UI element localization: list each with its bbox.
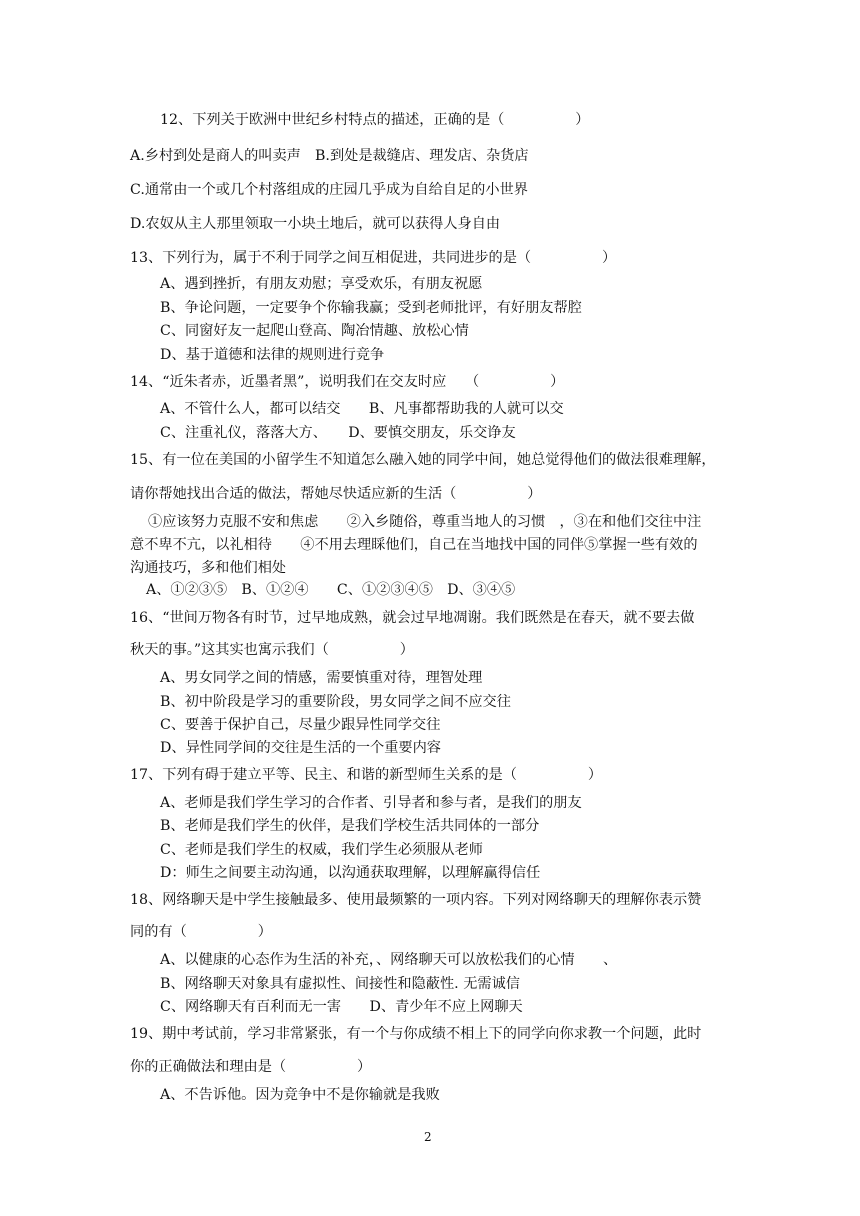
q16-option-c: C、要善于保护自己，尽量少跟异性同学交往 [160,717,441,733]
q12-option-d: D.农奴从主人那里领取一小块土地后，就可以获得人身自由 [130,216,501,232]
question-12: 12、下列关于欧洲中世纪乡村特点的描述，正确的是（ ） [160,112,590,128]
q18-option-a: A、以健康的心态作为生活的补充，、网络聊天可以放松我们的心情 、 [160,952,618,968]
q12-option-c: C.通常由一个或几个村落组成的庄园几乎成为自给自足的小世界 [130,182,528,198]
q17-option-d: D：师生之间要主动沟通，以沟通获取理解，以理解赢得信任 [160,865,541,881]
q13-option-b: B、争论问题，一定要争个你输我赢；受到老师批评，有好朋友帮腔 [160,300,582,316]
q16-option-d: D、异性同学间的交往是生活的一个重要内容 [160,740,441,756]
question-19-line-2: 你的正确做法和理由是（ ） [130,1059,372,1075]
question-15-line-1: 15、有一位在美国的小留学生不知道怎么融入她的同学中间，她总觉得他们的做法很难理解， [130,452,716,468]
question-13: 13、下列行为，属于不利于同学之间互相促进，共同进步的是（ ） [130,250,617,266]
question-14: 14、“近朱者赤，近墨者黑”，说明我们在交友时应 （ ） [130,374,565,390]
page-number: 2 [424,1130,432,1144]
question-19-line-1: 19、期中考试前，学习非常紧张，有一个与你成绩不相上下的同学向你求教一个问题，此时 [130,1026,702,1042]
q17-option-a: A、老师是我们学生学习的合作者、引导者和参与者，是我们的朋友 [160,795,582,811]
question-15-line-2: 请你帮她找出合适的做法，帮她尽快适应新的生活（ ） [130,486,542,502]
q15-statements-line-2: 意不卑不亢，以礼相待 ④不用去理睬他们，自己在当地找中国的同伴⑤掌握一些有效的 [130,537,698,553]
question-16-line-2: 秋天的事。”这其实也寓示我们（ ） [130,642,414,658]
q17-option-b: B、老师是我们学生的伙伴，是我们学校生活共同体的一部分 [160,818,540,834]
q19-option-a: A、不告诉他。因为竞争中不是你输就是我败 [160,1087,440,1103]
question-17: 17、下列有碍于建立平等、民主、和谐的新型师生关系的是（ ） [130,767,603,783]
q15-statements-line-3: 沟通技巧，多和他们相处 [130,560,287,576]
q15-statements-line-1: ①应该努力克服不安和焦虑 ②入乡随俗，尊重当地人的习惯 ，③在和他们交往中注 [148,514,702,530]
q12-option-ab: A.乡村到处是商人的叫卖声 B.到处是裁缝店、理发店、杂货店 [130,148,529,164]
q18-option-b: B、网络聊天对象具有虚拟性、间接性和隐蔽性. 无需诚信 [160,976,520,992]
q14-option-cd: C、注重礼仪，落落大方、 D、要慎交朋友，乐交诤友 [160,425,516,441]
q13-option-d: D、基于道德和法律的规则进行竞争 [160,347,385,363]
q13-option-a: A、遇到挫折，有朋友劝慰；享受欢乐，有朋友祝愿 [160,276,483,292]
question-18-line-1: 18、网络聊天是中学生接触最多、使用最频繁的一项内容。下列对网络聊天的理解你表示赞 [130,892,702,908]
q18-option-cd: C、网络聊天有百利而无一害 D、青少年不应上网聊天 [160,999,523,1015]
question-18-line-2: 同的有（ ） [130,924,272,940]
q16-option-a: A、男女同学之间的情感，需要慎重对待，理智处理 [160,670,483,686]
q16-option-b: B、初中阶段是学习的重要阶段，男女同学之间不应交往 [160,694,511,710]
q14-option-ab: A、不管什么人，都可以结交 B、凡事都帮助我的人就可以交 [160,401,564,417]
q15-options: A、①②③⑤ B、①②④ C、①②③④⑤ D、③④⑤ [146,582,516,598]
q17-option-c: C、老师是我们学生的权威，我们学生必须服从老师 [160,842,483,858]
question-16-line-1: 16、“世间万物各有时节，过早地成熟，就会过早地凋谢。我们既然是在春天，就不要去做 [130,610,695,626]
q13-option-c: C、同窗好友一起爬山登高、陶冶情趣、放松心情 [160,323,469,339]
